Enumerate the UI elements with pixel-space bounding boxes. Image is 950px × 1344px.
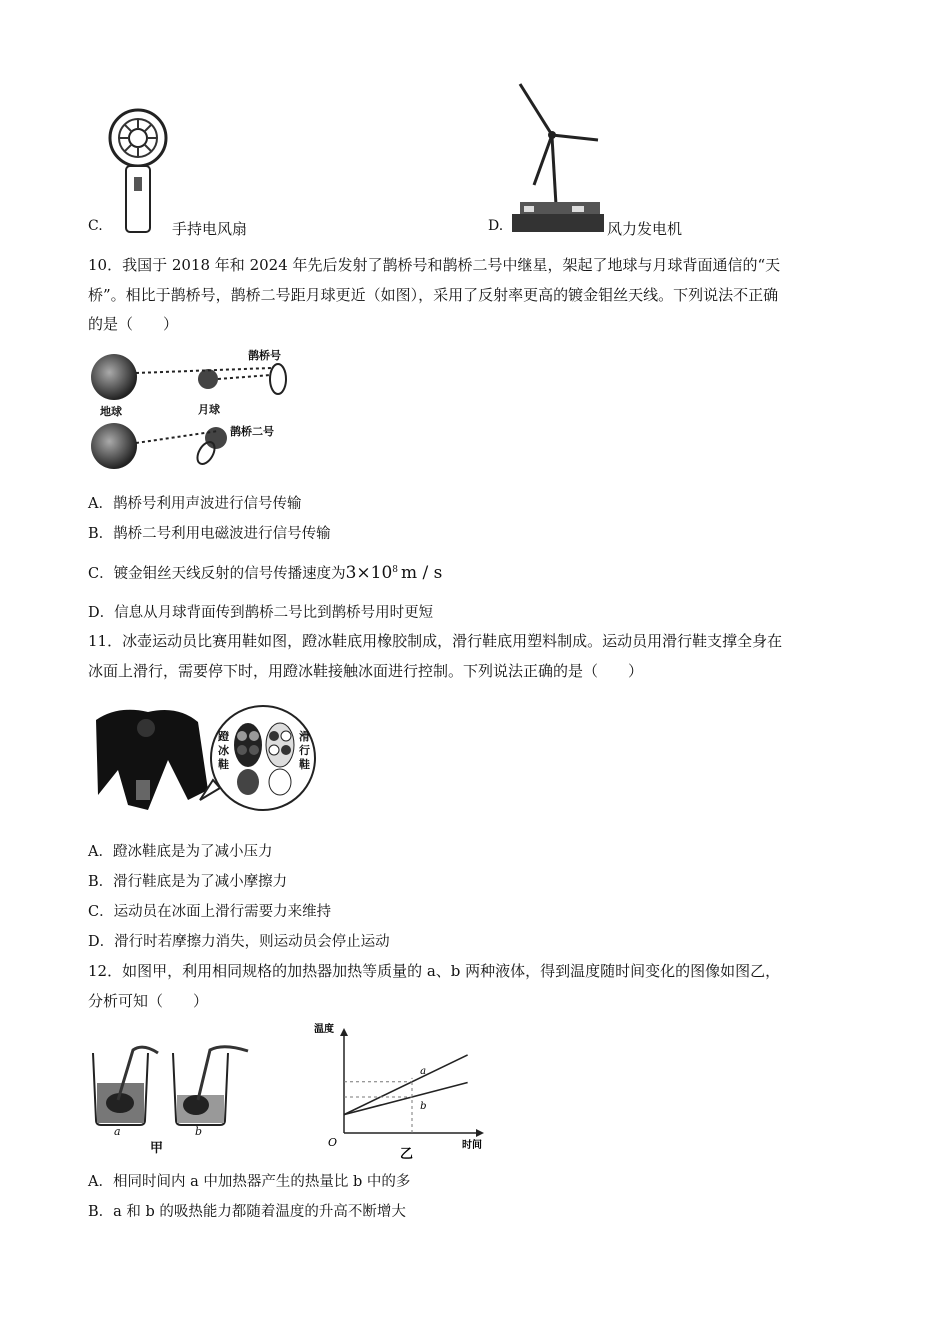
- shoe-sole-right-icon: [266, 723, 294, 795]
- beaker-a-label: a: [114, 1125, 121, 1138]
- q10-option-d[interactable]: D．信息从月球背面传到鹊桥二号比到鹊桥号用时更短: [88, 605, 434, 621]
- x-axis-arrow: [476, 1129, 484, 1137]
- beakers-figure: [88, 1045, 258, 1155]
- q10-option-b[interactable]: B．鹊桥二号利用电磁波进行信号传输: [88, 526, 331, 542]
- q11-option-a[interactable]: A．蹬冰鞋底是为了减小压力: [88, 844, 273, 860]
- chart-title: 乙: [400, 1147, 414, 1160]
- speed-base: 3×10: [345, 563, 393, 583]
- curling-shoes-figure: [88, 700, 320, 820]
- series-label-a: a: [420, 1066, 427, 1078]
- relay-satellite-figure: [88, 343, 298, 473]
- q12-option-b[interactable]: B．a 和 b 的吸热能力都随着温度的升高不断增大: [88, 1204, 406, 1220]
- temperature-time-chart: [312, 1020, 492, 1160]
- option-c-label: C.: [88, 218, 103, 234]
- q10-option-c-text: C．镀金钼丝天线反射的信号传播速度为: [88, 566, 346, 582]
- speed-exponent: 8: [392, 565, 399, 576]
- earth-icon: [91, 423, 137, 469]
- q10-stem-line2: 桥”。相比于鹊桥号，鹊桥二号距月球更近（如图），采用了反射率更高的镀金钼丝天线。下列说法不正确: [88, 286, 779, 304]
- earth-icon: [91, 354, 137, 400]
- label-moon: 月球: [198, 403, 220, 416]
- q12-option-a[interactable]: A．相同时间内 a 中加热器产生的热量比 b 中的多: [88, 1174, 411, 1190]
- wind-turbine-figure: [512, 80, 607, 240]
- q10-option-a[interactable]: A．鹊桥号利用声波进行信号传输: [88, 496, 302, 512]
- option-c-text: 手持电风扇: [172, 220, 248, 238]
- shoe-sole-left-icon: [234, 723, 262, 795]
- label-kick-shoe: 蹬冰鞋: [218, 730, 229, 771]
- beaker-icon: [93, 1047, 158, 1125]
- q11-option-c[interactable]: C．运动员在冰面上滑行需要力来维持: [88, 904, 332, 920]
- figure-jia-label: 甲: [150, 1141, 164, 1156]
- beaker-b-label: b: [195, 1125, 203, 1138]
- handheld-fan-figure: [108, 105, 168, 235]
- q12-stem-line2: 分析可知（ ）: [88, 992, 209, 1010]
- series-line-a: [344, 1055, 468, 1115]
- label-slide-shoe: 滑行鞋: [299, 730, 310, 771]
- moon-icon: [198, 369, 218, 389]
- q11-stem-line1: 11．冰壶运动员比赛用鞋如图，蹬冰鞋底用橡胶制成，滑行鞋底用塑料制成。运动员用滑行鞋支撑全身在: [88, 632, 783, 650]
- q12-stem-line1: 12．如图甲，利用相同规格的加热器加热等质量的 a、b 两种液体，得到温度随时间变化的图像如图乙，: [88, 962, 781, 980]
- y-axis-label: 温度: [314, 1024, 334, 1035]
- label-qiaoqiao2: 鹊桥二号: [230, 425, 274, 438]
- q11-option-d[interactable]: D．滑行时若摩擦力消失，则运动员会停止运动: [88, 934, 390, 950]
- q10-stem-line3: 的是（ ）: [88, 315, 179, 333]
- label-earth: 地球: [100, 405, 122, 418]
- y-axis-arrow: [340, 1028, 348, 1036]
- q10-stem-line1: 10．我国于 2018 年和 2024 年先后发射了鹊桥号和鹊桥二号中继星，架起了地球与月球背面通信的“天: [88, 256, 781, 274]
- origin-label: O: [328, 1136, 338, 1149]
- series-label-b: b: [420, 1100, 427, 1112]
- x-axis-label: 时间: [462, 1140, 482, 1151]
- option-d-label: D.: [488, 218, 504, 234]
- q11-option-b[interactable]: B．滑行鞋底是为了减小摩擦力: [88, 874, 288, 890]
- q11-stem-line2: 冰面上滑行，需要停下时，用蹬冰鞋接触冰面进行控制。下列说法正确的是（ ）: [88, 662, 644, 680]
- satellite-icon: [270, 364, 286, 394]
- series-line-b: [344, 1083, 468, 1115]
- option-d-text: 风力发电机: [607, 220, 683, 238]
- q10-option-c[interactable]: [88, 562, 442, 583]
- label-qiaoqiao: 鹊桥号: [248, 349, 281, 362]
- beaker-icon: [173, 1047, 248, 1125]
- speed-unit: m / s: [401, 563, 443, 583]
